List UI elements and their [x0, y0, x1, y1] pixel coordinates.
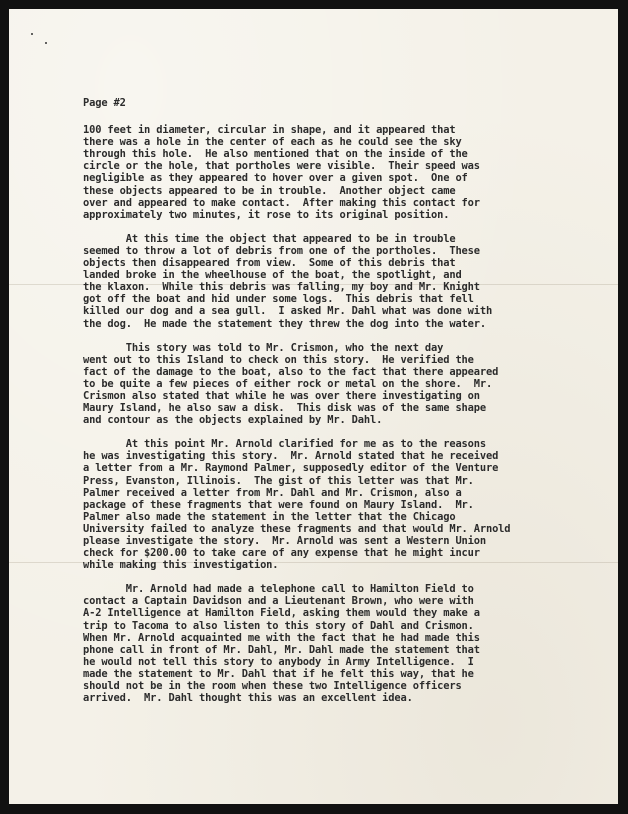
text-line: got off the boat and hid under some logs. This debris that fell [83, 293, 474, 306]
text-line: over and appeared to make contact. After making this contact for [83, 196, 480, 209]
paragraph-gap [83, 221, 608, 233]
page-number-label: Page #2 [83, 97, 126, 109]
paragraph [83, 583, 608, 704]
text-line: a letter from a Mr. Raymond Palmer, supposedly editor of the Venture [83, 462, 499, 475]
text-line: approximately two minutes, it rose to its original position. [83, 208, 450, 221]
text-line: Maury Island, he also saw a disk. This disk was of the same shape [83, 402, 486, 415]
text-line: trip to Tacoma to also listen to this story of Dahl and Crismon. [83, 619, 474, 632]
text-line: This story was told to Mr. Crismon, who the next day [83, 341, 444, 354]
text-line: please investigate the story. Mr. Arnold was sent a Western Union [83, 535, 486, 547]
text-line: contact a Captain Davidson and a Lieutenant Brown, who were with [83, 595, 474, 608]
paragraph [83, 342, 608, 427]
text-line: fact of the damage to the boat, also to the fact that there appeared [83, 365, 499, 378]
text-line: to be quite a few pieces of either rock or metal on the shore. Mr. [83, 377, 493, 390]
text-line: went out to this Island to check on this story. He verified the [83, 353, 474, 366]
text-line: landed broke in the wheelhouse of the boat, the spotlight, and [83, 269, 462, 282]
text-line: Mr. Arnold had made a telephone call to Hamilton Field to [83, 583, 474, 596]
text-line: phone call in front of Mr. Dahl, Mr. Dahl made the statement that [83, 643, 480, 656]
text-line: negligible as they appeared to hover over a given spot. One of [83, 172, 468, 185]
paragraph-gap [83, 426, 608, 438]
text-line: package of these fragments that were found on Maury Island. Mr. [83, 498, 474, 511]
text-line: Press, Evanston, Illinois. The gist of this letter was that Mr. [83, 474, 474, 487]
typed-text-body [83, 97, 608, 704]
text-line: these objects appeared to be in trouble. Another object came [83, 184, 456, 197]
text-line: there was a hole in the center of each as he could see the sky [83, 136, 462, 149]
text-line: and contour as the objects explained by Mr. Dahl. [83, 414, 383, 427]
text-line: Palmer also made the statement in the letter that the Chicago [83, 510, 456, 523]
text-line: through this hole. He also mentioned that on the inside of the [83, 148, 468, 161]
paragraph-gap [83, 571, 608, 583]
text-line: objects then disappeared from view. Some of this debris that [83, 257, 456, 270]
text-line: should not be in the room when these two Intelligence officers [83, 680, 462, 693]
text-line: 100 feet in diameter, circular in shape, and it appeared that [83, 124, 456, 137]
paragraph-gap [83, 330, 608, 342]
text-line: University failed to analyze these fragments and that would Mr. Arnold [83, 522, 511, 535]
text-line: made the statement to Mr. Dahl that if he felt this way, that he [83, 667, 474, 680]
text-line: A-2 Intelligence at Hamilton Field, asking them would they make a [83, 607, 480, 620]
paragraph [83, 438, 608, 571]
text-line: he was investigating this story. Mr. Arnold stated that he received [83, 450, 499, 463]
text-line: killed our dog and a sea gull. I asked Mr. Dahl what was done with [83, 305, 493, 318]
text-line: Crismon also stated that while he was over there investigating on [83, 389, 480, 402]
text-line: When Mr. Arnold acquainted me with the fact that he had made this [83, 631, 480, 644]
text-line: he would not tell this story to anybody in Army Intelligence. I [83, 655, 474, 668]
paper-speck [31, 33, 33, 35]
text-line: circle or the hole, that portholes were visible. Their speed was [83, 160, 480, 173]
text-line: the klaxon. While this debris was falling, my boy and Mr. Knight [83, 281, 480, 294]
paragraph [83, 124, 608, 221]
text-line: arrived. Mr. Dahl thought this was an excellent idea. [83, 692, 413, 705]
document-page [9, 9, 618, 804]
text-line: seemed to throw a lot of debris from one of the portholes. These [83, 244, 480, 257]
paragraph [83, 233, 608, 330]
text-line: check for $200.00 to take care of any expense that he might incur [83, 547, 480, 560]
text-line: At this point Mr. Arnold clarified for me as to the reasons [83, 438, 486, 451]
paper-speck [45, 42, 47, 44]
text-line: Palmer received a letter from Mr. Dahl and Mr. Crismon, also a [83, 486, 462, 499]
text-line: the dog. He made the statement they threw the dog into the water. [83, 317, 486, 330]
paragraph-container [83, 124, 608, 704]
text-line: At this time the object that appeared to be in trouble [83, 232, 456, 245]
text-line: while making this investigation. [83, 559, 279, 572]
